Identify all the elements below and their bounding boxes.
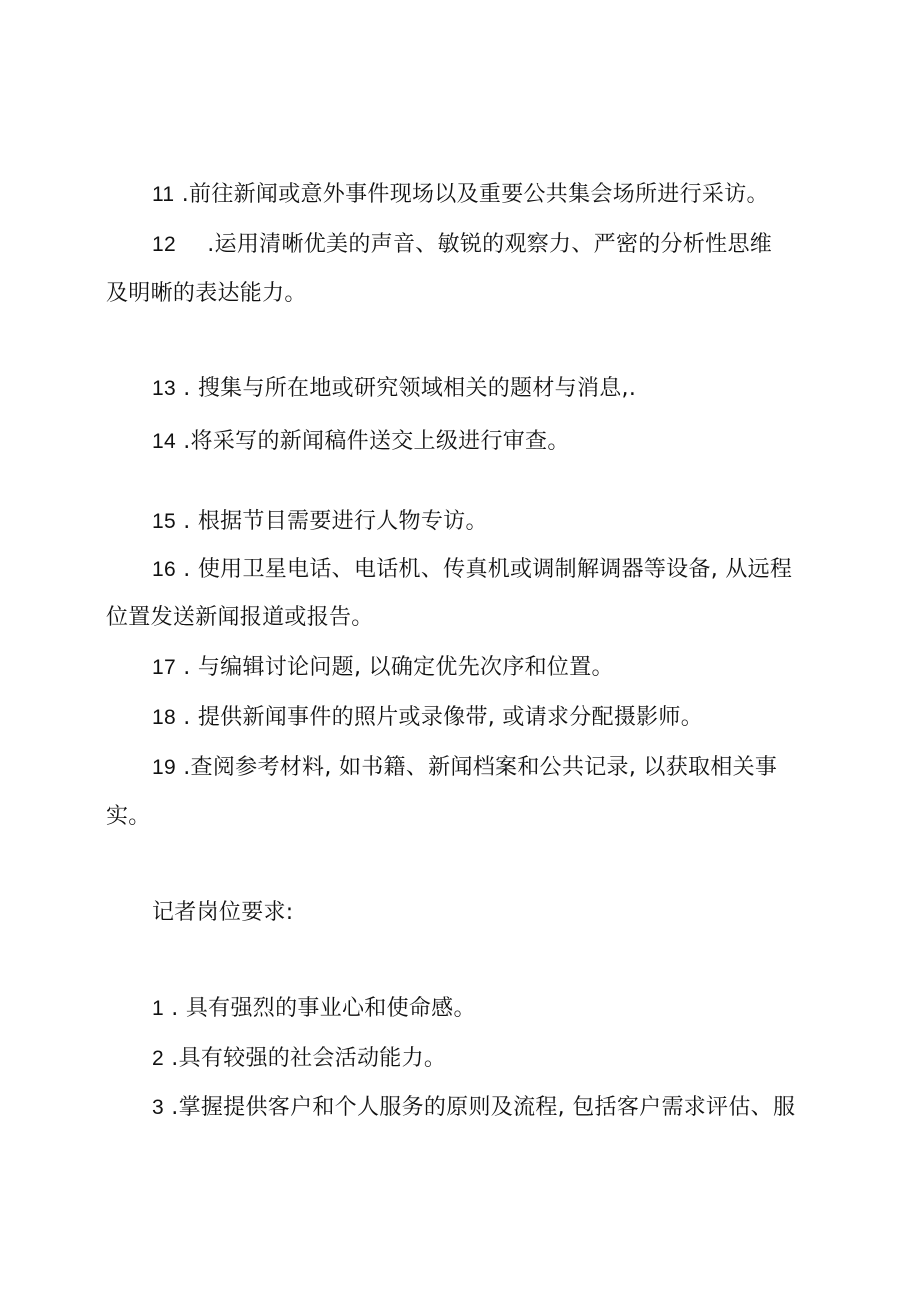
duty-item-16-continuation bbox=[106, 603, 374, 633]
duty-item-14 bbox=[152, 427, 570, 457]
duty-item-13 bbox=[152, 374, 636, 404]
duty-item-11 bbox=[152, 180, 769, 210]
duty-item-15 bbox=[152, 507, 488, 537]
requirement-item-2 bbox=[152, 1044, 446, 1074]
duty-item-19 bbox=[152, 753, 777, 783]
item-text: .查阅参考材料, 如书籍、新闻档案和公共记录, 以获取相关事 bbox=[175, 755, 778, 780]
item-text-continued: 及明晰的表达能力。 bbox=[106, 281, 307, 306]
section-heading: 记者岗位要求: bbox=[152, 900, 294, 925]
item-number: 19 bbox=[152, 756, 176, 779]
item-text: . 提供新闻事件的照片或录像带, 或请求分配摄影师。 bbox=[175, 705, 704, 730]
duty-item-12-continuation bbox=[106, 279, 307, 309]
item-number: 1 bbox=[152, 997, 164, 1020]
item-text-continued: 位置发送新闻报道或报告。 bbox=[106, 605, 374, 630]
item-text: . 具有强烈的事业心和使命感。 bbox=[163, 996, 476, 1021]
item-text: .掌握提供客户和个人服务的原则及流程, 包括客户需求评估、服 bbox=[163, 1095, 796, 1120]
item-text: .将采写的新闻稿件送交上级进行审查。 bbox=[175, 429, 570, 454]
duty-item-19-continuation bbox=[106, 802, 151, 832]
item-text: . 与编辑讨论问题, 以确定优先次序和位置。 bbox=[175, 655, 614, 680]
item-text-continued: 实。 bbox=[106, 804, 151, 829]
item-text: .具有较强的社会活动能力。 bbox=[163, 1046, 447, 1071]
duty-item-18 bbox=[152, 703, 703, 733]
item-number: 17 bbox=[152, 656, 176, 679]
item-text: . 使用卫星电话、电话机、传真机或调制解调器等设备, 从远程 bbox=[175, 557, 793, 582]
item-number: 3 bbox=[152, 1096, 164, 1119]
item-number: 16 bbox=[152, 558, 176, 581]
item-number: 11 bbox=[152, 183, 175, 206]
item-number: 13 bbox=[152, 377, 176, 400]
duty-item-17 bbox=[152, 653, 614, 683]
item-number: 2 bbox=[152, 1047, 164, 1070]
item-text: . 搜集与所在地或研究领域相关的题材与消息,. bbox=[175, 376, 637, 401]
item-text: .前往新闻或意外事件现场以及重要公共集会场所进行采访。 bbox=[174, 182, 769, 207]
duty-item-12 bbox=[152, 230, 772, 260]
item-number: 12 bbox=[152, 233, 176, 256]
item-number: 14 bbox=[152, 430, 176, 453]
item-number: 18 bbox=[152, 706, 176, 729]
requirement-item-3 bbox=[152, 1093, 795, 1123]
duty-item-16 bbox=[152, 555, 792, 585]
requirement-item-1 bbox=[152, 994, 476, 1024]
item-number: 15 bbox=[152, 510, 176, 533]
item-text: .运用清晰优美的声音、敏锐的观察力、严密的分析性思维 bbox=[199, 232, 773, 257]
item-text: . 根据节目需要进行人物专访。 bbox=[175, 509, 488, 534]
